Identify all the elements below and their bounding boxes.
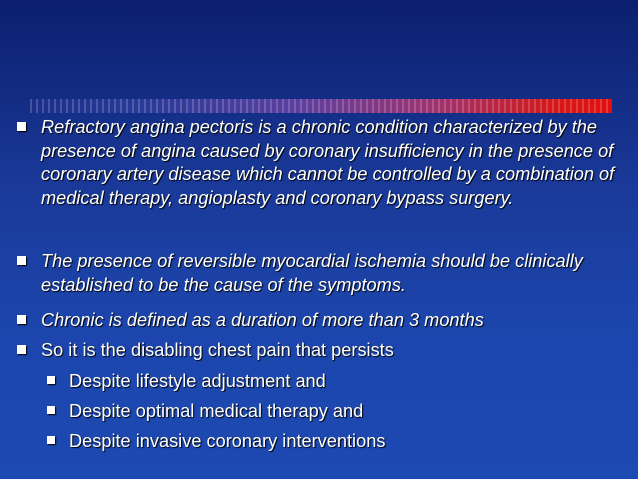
bullet-icon — [17, 122, 26, 131]
sub-bullet-icon — [47, 376, 55, 384]
bullet-text-refractory-angina: Refractory angina pectoris is a chronic condition characterized by the presence of angina caused by coronary insufficiency in the presence of coronary artery disease which cannot be controlled by a combination of medical therapy, angioplasty and coronary bypass surgery. — [41, 117, 615, 208]
bullet-text-reversible-ischemia: The presence of reversible myocardial ischemia should be clinically established to be the cause of the symptoms. — [41, 251, 583, 295]
sub-bullet-text-lifestyle: Despite lifestyle adjustment and — [69, 371, 326, 391]
bullet-icon — [17, 256, 26, 265]
sub-bullet-text-invasive-interventions: Despite invasive coronary interventions — [69, 431, 386, 451]
decorative-gradient-bar — [30, 99, 612, 113]
bullet-icon — [17, 345, 26, 354]
bullet-text-disabling-chest-pain: So it is the disabling chest pain that persists — [41, 340, 394, 360]
sub-bullet-icon — [47, 436, 55, 444]
sub-bullet-icon — [47, 406, 55, 414]
sub-bullet-text-medical-therapy: Despite optimal medical therapy and — [69, 401, 364, 421]
bullet-icon — [17, 315, 26, 324]
bullet-text-chronic-definition: Chronic is defined as a duration of more than 3 months — [41, 310, 484, 330]
